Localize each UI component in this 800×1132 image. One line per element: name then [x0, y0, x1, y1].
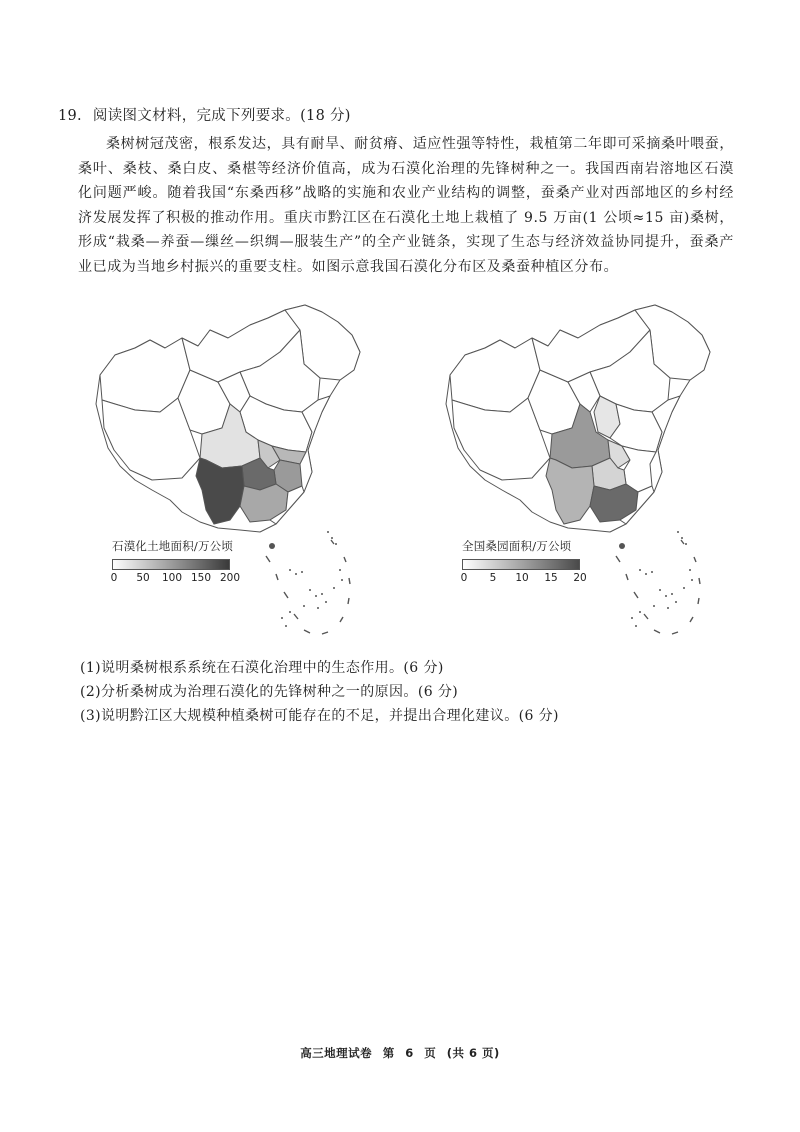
footer-di: 第 — [382, 1046, 395, 1060]
footer-total-pages: (共 6 页) — [446, 1046, 500, 1060]
south-china-sea-islands — [269, 531, 343, 627]
question-title: 阅读图文材料，完成下列要求。(18 分) — [92, 108, 351, 124]
sub-question-1: (1)说明桑树根系系统在石漠化治理中的生态作用。(6 分) — [80, 660, 444, 676]
nine-dash-line — [266, 540, 350, 634]
footer-exam-name: 高三地理试卷 — [300, 1046, 373, 1060]
legend-title: 石漠化土地面积/万公顷 — [112, 539, 234, 553]
legend-tick: 0 — [460, 572, 468, 584]
question-material: 桑树树冠茂密，根系发达，具有耐旱、耐贫瘠、适应性强等特性，栽植第二年即可采摘桑叶喂蚕，桑叶、桑枝、桑白皮、桑椹等经济价值高，成为石漠化治理的先锋树种之一。我国西南岩溶地区石漠化问题严峻。随着我国“东桑西移”战略的实施和农业产业结构的调整，蚕桑产业对西部地区的乡村经济发展发挥了积极的推动作用。重庆市黔江区在石漠化土地上栽植了 9.5 万亩(1 公顷≈15 亩)桑树，形成“栽桑—养蚕—缫丝—织绸—服装生产”的全产业链条，实现了生态与经济效益协同提升，蚕桑产业已成为当地乡村振兴的重要支柱。如图示意我国石漠化分布区及桑蚕种植区分布。 — [78, 136, 734, 275]
legend-desertification — [112, 538, 272, 586]
legend-color-bar — [462, 559, 580, 570]
legend-tick: 15 — [544, 572, 558, 584]
legend-tick: 200 — [219, 572, 241, 584]
china-map-desertification — [90, 300, 390, 645]
footer-page-number: 6 — [405, 1046, 414, 1060]
legend-tick: 5 — [489, 572, 497, 584]
legend-color-bar — [112, 559, 230, 570]
nine-dash-line — [616, 540, 700, 634]
question-header — [58, 104, 351, 125]
desertification-map — [90, 300, 390, 645]
mulberry-map — [440, 300, 740, 645]
legend-tick: 50 — [136, 572, 150, 584]
sub-question-3: (3)说明黔江区大规模种植桑树可能存在的不足，并提出合理化建议。(6 分) — [80, 708, 559, 724]
legend-ticks — [462, 572, 586, 586]
legend-tick: 100 — [161, 572, 183, 584]
page-footer — [0, 1045, 800, 1061]
legend-title: 全国桑园面积/万公顷 — [462, 539, 572, 553]
legend-ticks — [110, 572, 241, 586]
legend-tick: 150 — [190, 572, 212, 584]
maps-figure — [0, 300, 800, 645]
question-number: 19. — [58, 108, 82, 124]
legend-mulberry — [462, 538, 622, 586]
sub-question-2: (2)分析桑树成为治理石漠化的先锋树种之一的原因。(6 分) — [80, 684, 459, 700]
legend-tick: 0 — [110, 572, 118, 584]
legend-tick: 20 — [573, 572, 587, 584]
legend-tick: 10 — [515, 572, 529, 584]
footer-ye: 页 — [424, 1046, 437, 1060]
china-map-mulberry — [440, 300, 740, 645]
south-china-sea-islands — [619, 531, 693, 627]
sub-questions — [80, 656, 720, 728]
